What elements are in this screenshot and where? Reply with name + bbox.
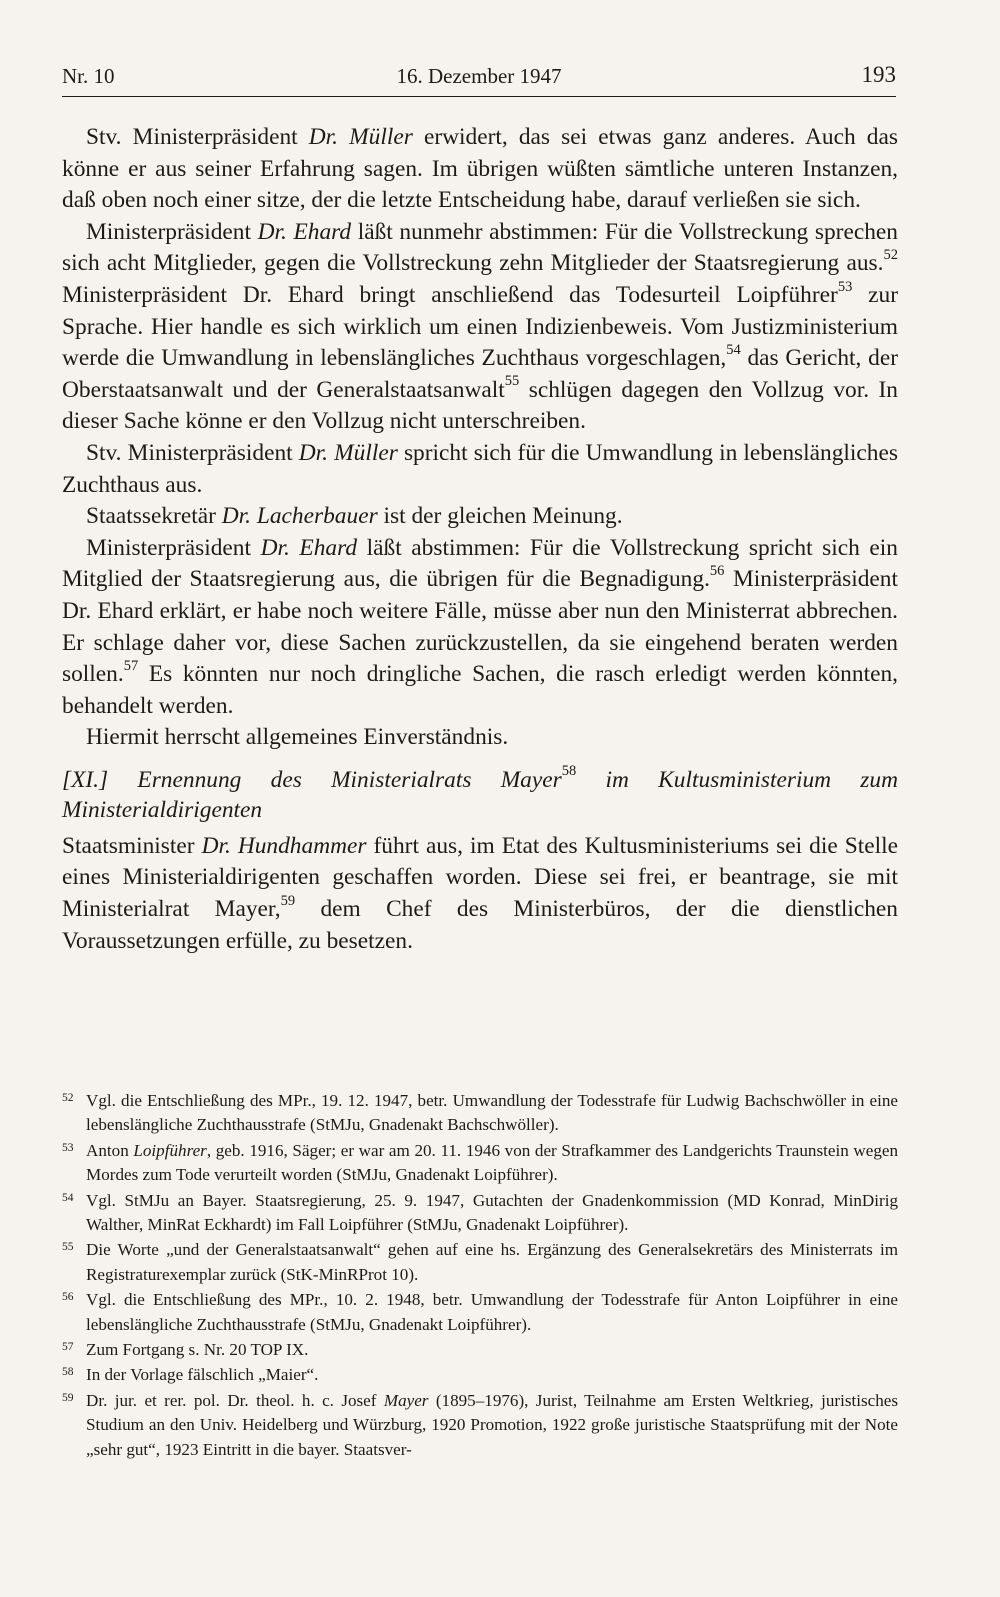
footnote: 57 Zum Fortgang s. Nr. 20 TOP IX. bbox=[62, 1338, 898, 1362]
footnote-ref: 52 bbox=[883, 246, 898, 263]
section-heading: [XI.] Ernennung des Ministerialrats Mayer$^{58}$ im Kultusministerium zum Ministerialdirigenten bbox=[62, 763, 898, 823]
footnote-ref: 54 bbox=[726, 341, 741, 358]
footnote-number: 54 bbox=[62, 1191, 74, 1204]
footnote: 55 Die Worte „und der Generalstaatsanwalt“ gehen auf eine hs. Ergänzung des Generalsekretärs des Ministerrats im Registraturexemplar zurück (StK-MinRProt 10). bbox=[62, 1238, 898, 1287]
footnote-number: 55 bbox=[62, 1241, 74, 1254]
paragraph: Staatsminister Dr. Hundhammer führt aus, im Etat des Kultusministeriums sei die Stelle eines Ministerialdirigenten geschaffen worden. Diese sei frei, er beantrage, sie mit Ministerialrat Mayer,$^{59}$ dem Chef des Ministerbüros, der die dienstlichen Voraussetzungen erfülle, zu besetzen. bbox=[62, 832, 899, 954]
speaker-name: Dr. Hundhammer bbox=[201, 832, 367, 859]
page-number: 193 bbox=[861, 62, 896, 87]
speaker-name: Dr. Ehard bbox=[260, 534, 358, 561]
paragraph: Ministerpräsident Dr. Ehard läßt nunmehr abstimmen: Für die Vollstreckung sprechen sich acht Mitglieder, gegen die Vollstreckung zehn Mitglieder der Staatsregierung aus.$^{52}$ Ministerpräsident Dr. Ehard bringt anschließend das Todesurteil Loipführer$^{53}$ zur Sprache. Hier handle es sich wirklich um einen Indizienbeweis. Vom Justizministerium werde die Umwandlung in lebenslängliches Zuchthaus vorgeschlagen,$^{54}$ das Gericht, der Oberstaatsanwalt und der Generalstaatsanwalt$^{55}$ schlügen dagegen den Vollzug vor. In dieser Sache könne er den Vollzug nicht unterschreiben. bbox=[62, 218, 899, 435]
speaker-name: Dr. Lacherbauer bbox=[221, 503, 378, 530]
speaker-name: Dr. Müller bbox=[298, 439, 398, 466]
running-header bbox=[62, 60, 896, 97]
footnotes bbox=[62, 1089, 898, 1463]
footnote: 56 Vgl. die Entschließung des MPr., 10. 2. 1948, betr. Umwandlung der Todesstrafe für Anton Loipführer in eine lebenslängliche Zuchthausstrafe (StMJu, Gnadenakt Loipführer). bbox=[62, 1288, 898, 1337]
footnote: 53 Anton Loipführer, geb. 1916, Säger; er war am 20. 11. 1946 von der Strafkammer des Landgerichts Traunstein wegen Mordes zum Tode verurteilt worden (StMJu, Gnadenakt Loipführer). bbox=[62, 1139, 898, 1188]
footnote-ref: 59 bbox=[280, 892, 296, 909]
main-text bbox=[62, 122, 898, 957]
footnote: 52 Vgl. die Entschließung des MPr., 19. 12. 1947, betr. Umwandlung der Todesstrafe für Ludwig Bachschwöller in eine lebenslängliche Zuchthausstrafe (StMJu, Gnadenakt Bachschwöller). bbox=[62, 1089, 898, 1138]
paragraph: Stv. Ministerpräsident Dr. Müller erwidert, das sei etwas ganz anderes. Auch das könne er aus seiner Erfahrung sagen. Im übrigen wüßten sämtliche unteren Instanzen, daß oben noch einer sitze, der die letzte Entscheidung habe, darauf verließen sie sich. bbox=[62, 124, 898, 214]
footnote-ref: 55 bbox=[504, 373, 520, 390]
speaker-name: Dr. Ehard bbox=[257, 218, 352, 245]
footnote-number: 52 bbox=[62, 1092, 74, 1104]
section-number: [XI.] bbox=[62, 766, 109, 793]
footnote-ref: 58 bbox=[561, 763, 577, 780]
footnote-number: 59 bbox=[62, 1391, 74, 1404]
paragraph: Stv. Ministerpräsident Dr. Müller spricht sich für die Umwandlung in lebenslängliches Zuchthaus aus. bbox=[62, 439, 898, 498]
paragraph: Ministerpräsident Dr. Ehard läßt abstimmen: Für die Vollstreckung spricht sich ein Mitglied der Staatsregierung aus, die übrigen für die Begnadigung.$^{56}$ Ministerpräsident Dr. Ehard erklärt, er habe noch weitere Fälle, müsse aber nun den Ministerrat abbrechen. Er schlage daher vor, diese Sachen zurückzustellen, da sie eingehend beraten werden sollen.$^{57}$ Es könnten nur noch dringliche Sachen, die rasch erledigt werden könnten, behandelt werden. bbox=[62, 534, 898, 719]
footnote-number: 57 bbox=[62, 1341, 74, 1354]
footnote-number: 56 bbox=[62, 1291, 74, 1304]
footnote-ref: 57 bbox=[123, 657, 139, 674]
paragraph: Hiermit herrscht allgemeines Einverständnis. bbox=[86, 724, 509, 751]
header-date: 16. Dezember 1947 bbox=[396, 64, 562, 88]
speaker-name: Dr. Müller bbox=[308, 124, 413, 150]
footnote: 54 Vgl. StMJu an Bayer. Staatsregierung, 25. 9. 1947, Gutachten der Gnadenkommission (MD Konrad, MinDirig Walther, MinRat Eckhardt) im Fall Loipführer (StMJu, Gnadenakt Loipführer). bbox=[62, 1189, 898, 1238]
issue-number: Nr. 10 bbox=[62, 64, 115, 88]
footnote-ref: 56 bbox=[709, 562, 725, 579]
paragraph: Staatssekretär Dr. Lacherbauer ist der gleichen Meinung. bbox=[86, 503, 623, 530]
footnote-number: 53 bbox=[62, 1141, 74, 1154]
footnote: 59 Dr. jur. et rer. pol. Dr. theol. h. c. Josef Mayer (1895–1976), Jurist, Teilnahme am Ersten Weltkrieg, juristisches Studium an den Univ. Heidelberg und Würzburg, 1920 Promotion, 1922 große juristische Staatsprüfung mit der Note „sehr gut“, 1923 Eintritt in die bayer. Staatsver- bbox=[62, 1389, 898, 1462]
footnote-number: 58 bbox=[62, 1366, 74, 1379]
footnote: 58 In der Vorlage fälschlich „Maier“. bbox=[62, 1363, 898, 1387]
footnote-ref: 53 bbox=[837, 278, 853, 295]
